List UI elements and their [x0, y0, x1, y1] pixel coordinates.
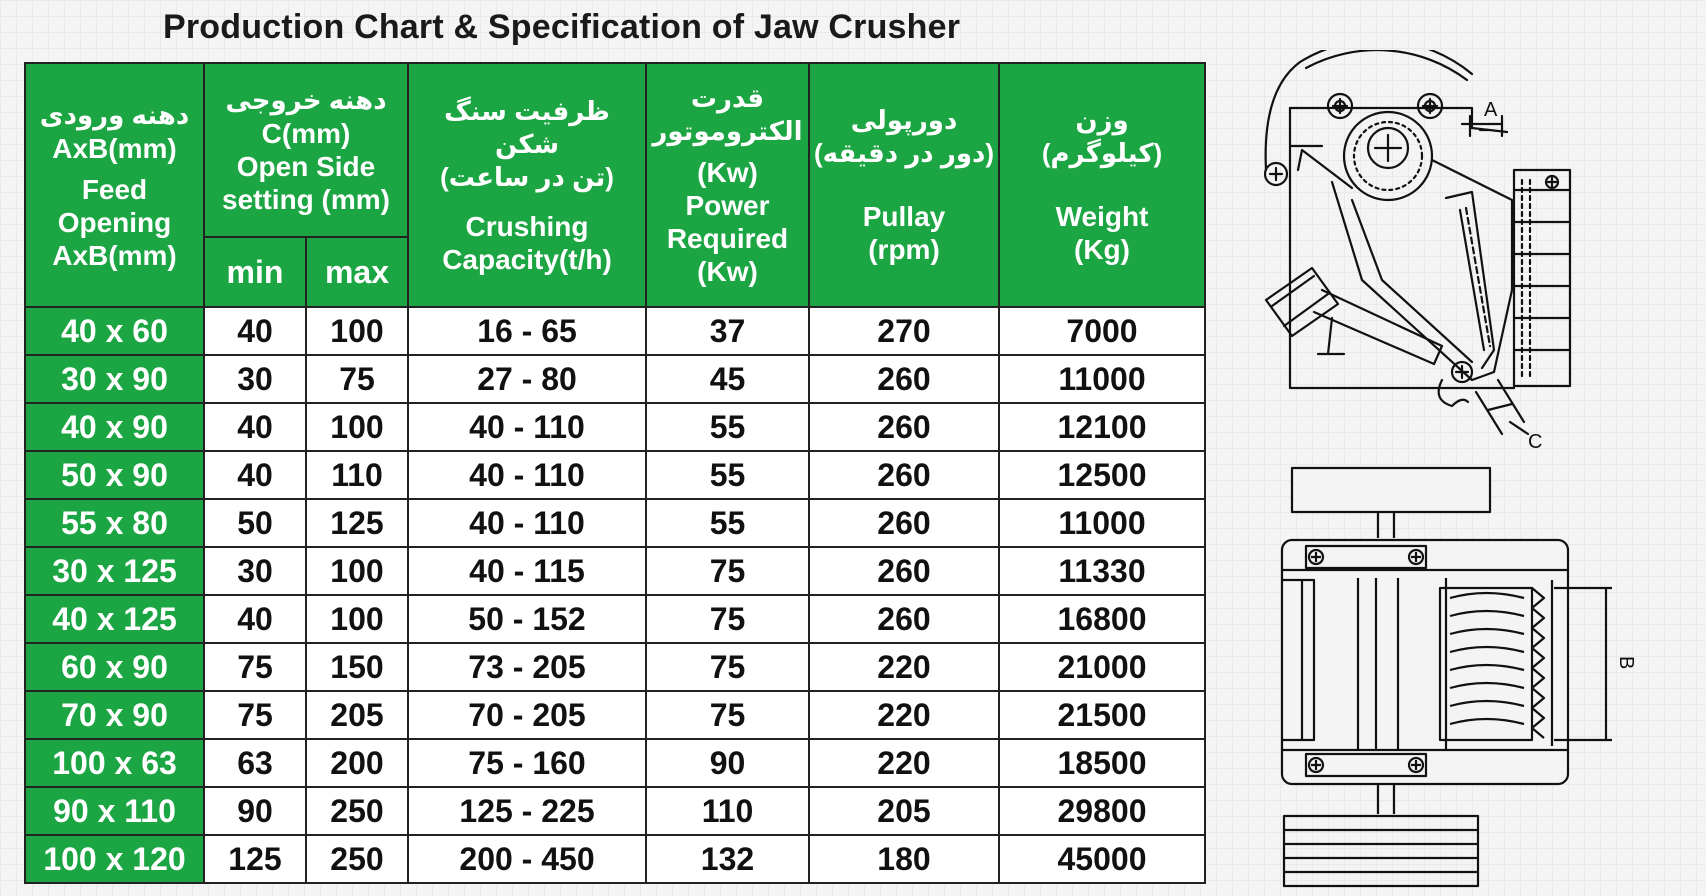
table-row	[25, 307, 1205, 355]
header-weight	[999, 63, 1205, 307]
header-power-l3: Required	[666, 223, 789, 254]
table-body	[25, 307, 1205, 883]
header-power-fa1: قدرت	[690, 83, 765, 113]
cell-max: 75	[306, 355, 408, 403]
cell-min: 63	[204, 739, 306, 787]
cell-max: 100	[306, 403, 408, 451]
cell-power: 75	[646, 691, 809, 739]
header-weight-fa2: (کیلوگرم)	[1041, 138, 1163, 168]
cell-capacity: 75 - 160	[408, 739, 646, 787]
cell-rpm: 260	[809, 355, 999, 403]
cell-power: 90	[646, 739, 809, 787]
table-row	[25, 691, 1205, 739]
cell-min: 30	[204, 355, 306, 403]
cell-capacity: 40 - 110	[408, 499, 646, 547]
table-row	[25, 739, 1205, 787]
header-power-l1: (Kw)	[697, 157, 758, 188]
cell-weight: 21500	[999, 691, 1205, 739]
header-weight-fa1: وزن	[1075, 105, 1129, 135]
cell-min: 40	[204, 403, 306, 451]
cell-weight: 12500	[999, 451, 1205, 499]
cell-min: 90	[204, 787, 306, 835]
header-pulley	[809, 63, 999, 307]
cell-capacity: 73 - 205	[408, 643, 646, 691]
flywheel-arc	[1300, 50, 1472, 74]
cell-rpm: 205	[809, 787, 999, 835]
cell-feed-opening: 55 x 80	[25, 499, 204, 547]
header-discharge	[204, 63, 408, 237]
cell-max: 100	[306, 595, 408, 643]
cell-capacity: 40 - 110	[408, 451, 646, 499]
cell-feed-opening: 90 x 110	[25, 787, 204, 835]
cell-feed-opening: 40 x 90	[25, 403, 204, 451]
header-feed-opening	[25, 63, 204, 307]
cell-feed-opening: 40 x 125	[25, 595, 204, 643]
cell-power: 55	[646, 451, 809, 499]
header-capacity-fa1: ظرفیت سنگ شکن	[444, 95, 610, 159]
cell-capacity: 40 - 110	[408, 403, 646, 451]
cell-max: 125	[306, 499, 408, 547]
header-feed-l2: Feed	[81, 173, 148, 205]
cell-weight: 12100	[999, 403, 1205, 451]
header-weight-l2: (Kg)	[1074, 234, 1130, 265]
header-pulley-fa2: (دور در دقیقه)	[813, 138, 994, 168]
header-capacity-l1: Crushing	[465, 210, 589, 242]
page-title: Production Chart & Specification of Jaw Crusher	[163, 8, 961, 46]
cell-capacity: 50 - 152	[408, 595, 646, 643]
cell-power: 55	[646, 499, 809, 547]
cell-power: 110	[646, 787, 809, 835]
header-min: min	[204, 237, 306, 307]
cell-max: 250	[306, 787, 408, 835]
header-feed-l1: AxB(mm)	[52, 132, 177, 164]
header-max: max	[306, 237, 408, 307]
header-feed-fa: دهنه ورودی	[39, 99, 190, 130]
cell-rpm: 220	[809, 739, 999, 787]
header-power-l4: (Kw)	[697, 256, 758, 287]
header-discharge-l1: C(mm)	[261, 118, 351, 149]
cell-min: 75	[204, 691, 306, 739]
table-row	[25, 595, 1205, 643]
cell-weight: 16800	[999, 595, 1205, 643]
cell-feed-opening: 100 x 120	[25, 835, 204, 883]
cell-max: 250	[306, 835, 408, 883]
header-power-fa2: الکتروموتور	[652, 116, 803, 146]
header-capacity-fa2: (تن در ساعت)	[440, 161, 614, 192]
cell-rpm: 260	[809, 499, 999, 547]
table-row	[25, 451, 1205, 499]
header-feed-l4: AxB(mm)	[52, 239, 177, 271]
cell-weight: 11000	[999, 355, 1205, 403]
dimension-c-label: C	[1528, 431, 1543, 453]
cell-feed-opening: 60 x 90	[25, 643, 204, 691]
cell-min: 40	[204, 595, 306, 643]
cell-weight: 7000	[999, 307, 1205, 355]
cell-max: 150	[306, 643, 408, 691]
cell-rpm: 260	[809, 403, 999, 451]
header-capacity-l2: Capacity(t/h)	[442, 243, 612, 275]
cell-rpm: 220	[809, 691, 999, 739]
header-feed-l3: Opening	[57, 206, 172, 238]
cell-min: 40	[204, 451, 306, 499]
header-pulley-l1: Pullay	[862, 201, 946, 232]
cell-rpm: 260	[809, 451, 999, 499]
cell-rpm: 180	[809, 835, 999, 883]
cell-power: 132	[646, 835, 809, 883]
header-weight-l1: Weight	[1055, 201, 1149, 232]
table-row	[25, 355, 1205, 403]
cell-rpm: 260	[809, 547, 999, 595]
table-row	[25, 643, 1205, 691]
cell-feed-opening: 40 x 60	[25, 307, 204, 355]
header-discharge-l2: Open Side	[236, 151, 376, 182]
header-power-l2: Power	[685, 190, 770, 221]
table-row	[25, 787, 1205, 835]
cell-capacity: 200 - 450	[408, 835, 646, 883]
cell-rpm: 270	[809, 307, 999, 355]
cell-min: 125	[204, 835, 306, 883]
table-row	[25, 499, 1205, 547]
cell-feed-opening: 30 x 90	[25, 355, 204, 403]
cell-max: 110	[306, 451, 408, 499]
cell-min: 50	[204, 499, 306, 547]
header-pulley-fa1: دورپولی	[850, 105, 958, 135]
cell-rpm: 260	[809, 595, 999, 643]
table-row	[25, 547, 1205, 595]
cell-weight: 11330	[999, 547, 1205, 595]
header-discharge-fa: دهنه خروجی	[225, 85, 387, 115]
cell-capacity: 125 - 225	[408, 787, 646, 835]
cell-capacity: 70 - 205	[408, 691, 646, 739]
spec-table	[24, 62, 1206, 884]
dimension-a-label: A	[1484, 99, 1498, 121]
header-discharge-l3: setting (mm)	[222, 184, 390, 215]
cell-min: 40	[204, 307, 306, 355]
cell-max: 100	[306, 307, 408, 355]
cell-min: 30	[204, 547, 306, 595]
cell-min: 75	[204, 643, 306, 691]
cell-power: 37	[646, 307, 809, 355]
cell-feed-opening: 100 x 63	[25, 739, 204, 787]
dimension-b-label: B	[1615, 656, 1637, 670]
cell-capacity: 27 - 80	[408, 355, 646, 403]
cell-weight: 11000	[999, 499, 1205, 547]
header-capacity	[408, 63, 646, 307]
cell-feed-opening: 30 x 125	[25, 547, 204, 595]
cell-weight: 45000	[999, 835, 1205, 883]
cell-weight: 29800	[999, 787, 1205, 835]
cell-power: 75	[646, 643, 809, 691]
cell-capacity: 16 - 65	[408, 307, 646, 355]
cell-capacity: 40 - 115	[408, 547, 646, 595]
cell-weight: 21000	[999, 643, 1205, 691]
cell-power: 45	[646, 355, 809, 403]
header-pulley-l2: (rpm)	[868, 234, 940, 265]
cell-max: 200	[306, 739, 408, 787]
cell-power: 55	[646, 403, 809, 451]
cell-max: 100	[306, 547, 408, 595]
cell-power: 75	[646, 595, 809, 643]
table-row	[25, 403, 1205, 451]
cell-power: 75	[646, 547, 809, 595]
header-power	[646, 63, 809, 307]
cell-feed-opening: 50 x 90	[25, 451, 204, 499]
cell-feed-opening: 70 x 90	[25, 691, 204, 739]
cell-weight: 18500	[999, 739, 1205, 787]
cell-rpm: 220	[809, 643, 999, 691]
table-row	[25, 835, 1205, 883]
cell-max: 205	[306, 691, 408, 739]
jaw-crusher-diagram	[1262, 50, 1682, 890]
